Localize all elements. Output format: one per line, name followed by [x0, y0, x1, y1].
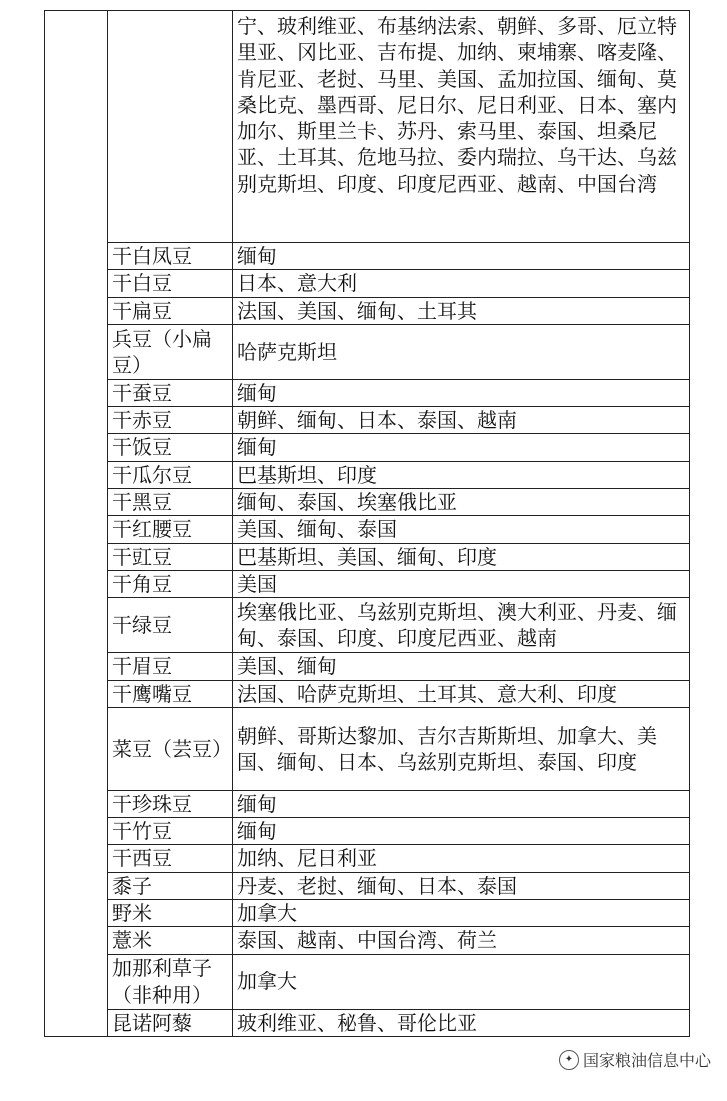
countries-cell: 朝鲜、缅甸、日本、泰国、越南: [233, 407, 690, 434]
countries-cell: 朝鲜、哥斯达黎加、吉尔吉斯斯坦、加拿大、美国、缅甸、日本、乌兹别克斯坦、泰国、印度: [233, 707, 690, 790]
item-name-cell: 干瓜尔豆: [108, 461, 233, 488]
table-row: [45, 872, 690, 899]
countries-cell: 法国、哈萨克斯坦、土耳其、意大利、印度: [233, 680, 690, 707]
countries-cell: 缅甸: [233, 434, 690, 461]
item-name-cell: 干眉豆: [108, 653, 233, 680]
countries-cell: 哈萨克斯坦: [233, 324, 690, 379]
table-row: [45, 407, 690, 434]
countries-cell: 缅甸: [233, 818, 690, 845]
item-name-cell: 干黑豆: [108, 489, 233, 516]
item-name-cell: 薏米: [108, 927, 233, 954]
item-name-cell: 菜豆（芸豆）: [108, 707, 233, 790]
countries-cell: 宁、玻利维亚、布基纳法索、朝鲜、多哥、厄立特里亚、冈比亚、吉布提、加纳、柬埔寨、喀麦隆、肯尼亚、老挝、马里、美国、孟加拉国、缅甸、莫桑比克、墨西哥、尼日尔、尼日利亚、日本、塞内加尔、斯里兰卡、苏丹、索马里、泰国、坦桑尼亚、土耳其、危地马拉、委内瑞拉、乌干达、乌兹别克斯坦、印度、印度尼西亚、越南、中国台湾: [233, 11, 690, 243]
item-name-cell: 加那利草子（非种用）: [108, 954, 233, 1009]
table-row: [45, 11, 690, 243]
countries-cell: 巴基斯坦、美国、缅甸、印度: [233, 543, 690, 570]
countries-cell: 缅甸: [233, 790, 690, 817]
countries-cell: 加拿大: [233, 900, 690, 927]
table-row: [45, 516, 690, 543]
countries-cell: 美国、缅甸、泰国: [233, 516, 690, 543]
table-row: [45, 680, 690, 707]
countries-cell: 加拿大: [233, 954, 690, 1009]
countries-cell: 加纳、尼日利亚: [233, 845, 690, 872]
watermark-text: 国家粮油信息中心: [582, 1051, 711, 1070]
table-row: [45, 598, 690, 653]
item-name-cell: 干角豆: [108, 570, 233, 597]
left-blank-column: [45, 11, 108, 1037]
table-row: [45, 845, 690, 872]
countries-cell: 缅甸、泰国、埃塞俄比亚: [233, 489, 690, 516]
table-row: [45, 927, 690, 954]
countries-cell: 缅甸: [233, 379, 690, 406]
table-row: [45, 707, 690, 790]
table-row: [45, 243, 690, 270]
table-row: [45, 489, 690, 516]
item-name-cell: 干蚕豆: [108, 379, 233, 406]
countries-cell: 埃塞俄比亚、乌兹别克斯坦、澳大利亚、丹麦、缅甸、泰国、印度、印度尼西亚、越南: [233, 598, 690, 653]
item-name-cell: 干红腰豆: [108, 516, 233, 543]
item-name-cell: 黍子: [108, 872, 233, 899]
countries-cell: 泰国、越南、中国台湾、荷兰: [233, 927, 690, 954]
table-row: [45, 297, 690, 324]
item-name-cell: 干珍珠豆: [108, 790, 233, 817]
table-row: [45, 270, 690, 297]
item-name-cell: 干赤豆: [108, 407, 233, 434]
table-row: [45, 324, 690, 379]
table-row: [45, 790, 690, 817]
item-name-cell: 干饭豆: [108, 434, 233, 461]
countries-cell: 丹麦、老挝、缅甸、日本、泰国: [233, 872, 690, 899]
item-name-cell: 干豇豆: [108, 543, 233, 570]
table-row: [45, 900, 690, 927]
countries-cell: 缅甸: [233, 243, 690, 270]
category-cell: [108, 11, 233, 243]
countries-cell: 日本、意大利: [233, 270, 690, 297]
countries-cell: 美国、缅甸: [233, 653, 690, 680]
item-name-cell: 干扁豆: [108, 297, 233, 324]
item-name-cell: 野米: [108, 900, 233, 927]
item-name-cell: 兵豆（小扁豆）: [108, 324, 233, 379]
item-name-cell: 干白豆: [108, 270, 233, 297]
countries-cell: 美国: [233, 570, 690, 597]
import-countries-table: [44, 10, 690, 1037]
table-row: [45, 954, 690, 1009]
item-name-cell: 昆诺阿藜: [108, 1009, 233, 1036]
item-name-cell: 干白凤豆: [108, 243, 233, 270]
table-row: [45, 1009, 690, 1036]
wechat-icon: ✦: [559, 1050, 579, 1070]
item-name-cell: 干鹰嘴豆: [108, 680, 233, 707]
watermark: [559, 1048, 711, 1071]
item-name-cell: 干西豆: [108, 845, 233, 872]
item-name-cell: 干绿豆: [108, 598, 233, 653]
countries-cell: 玻利维亚、秘鲁、哥伦比亚: [233, 1009, 690, 1036]
item-name-cell: 干竹豆: [108, 818, 233, 845]
table-row: [45, 461, 690, 488]
table-row: [45, 543, 690, 570]
table-row: [45, 379, 690, 406]
countries-cell: 巴基斯坦、印度: [233, 461, 690, 488]
table-row: [45, 818, 690, 845]
table-row: [45, 434, 690, 461]
table-row: [45, 653, 690, 680]
countries-cell: 法国、美国、缅甸、土耳其: [233, 297, 690, 324]
table-row: [45, 570, 690, 597]
